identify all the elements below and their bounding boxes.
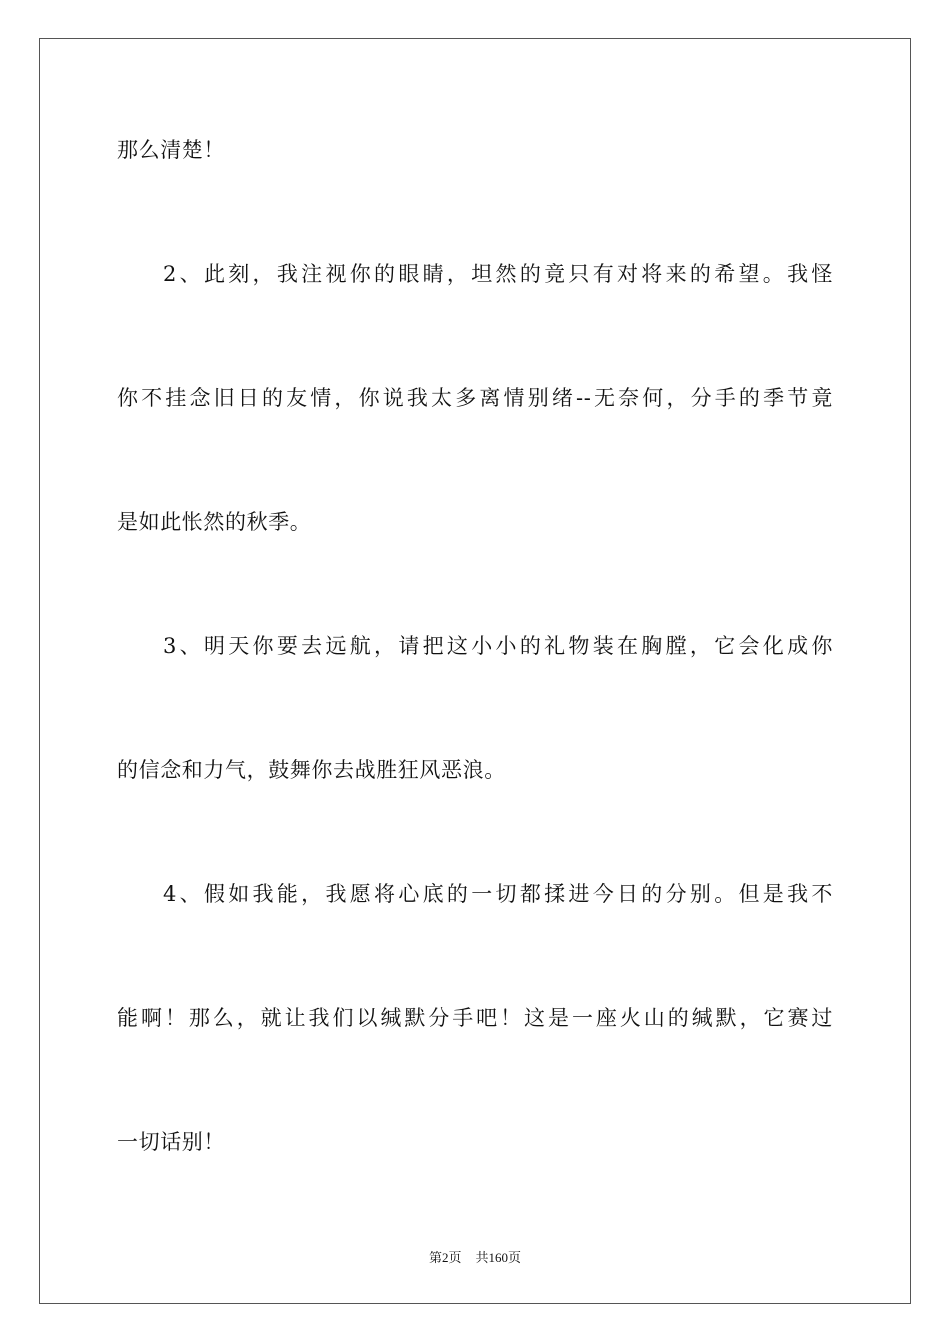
- total-pages: 共160页: [475, 1250, 522, 1265]
- paragraph-2-line-1: 2、此刻，我注视你的眼睛，坦然的竟只有对将来的希望。我怪: [163, 262, 833, 286]
- paragraph-2-line-3: 是如此怅然的秋季。: [117, 510, 312, 534]
- paragraph-4-line-1: 4、假如我能，我愿将心底的一切都揉进今日的分别。但是我不: [163, 882, 833, 906]
- page-frame: [39, 38, 911, 1304]
- paragraph-4-line-3: 一切话别！: [117, 1130, 225, 1154]
- paragraph-1-line-1: 那么清楚！: [117, 138, 225, 162]
- paragraph-3-line-1: 3、明天你要去远航，请把这小小的礼物装在胸膛，它会化成你: [163, 634, 833, 658]
- paragraph-3-line-2: 的信念和力气，鼓舞你去战胜狂风恶浪。: [117, 758, 506, 782]
- paragraph-2-line-2: 你不挂念旧日的友情，你说我太多离情别绪--无奈何，分手的季节竟: [117, 386, 833, 410]
- page-number: 第2页: [428, 1250, 462, 1265]
- page-footer: [0, 1249, 950, 1267]
- paragraph-4-line-2: 能啊！那么，就让我们以缄默分手吧！这是一座火山的缄默，它赛过: [117, 1006, 833, 1030]
